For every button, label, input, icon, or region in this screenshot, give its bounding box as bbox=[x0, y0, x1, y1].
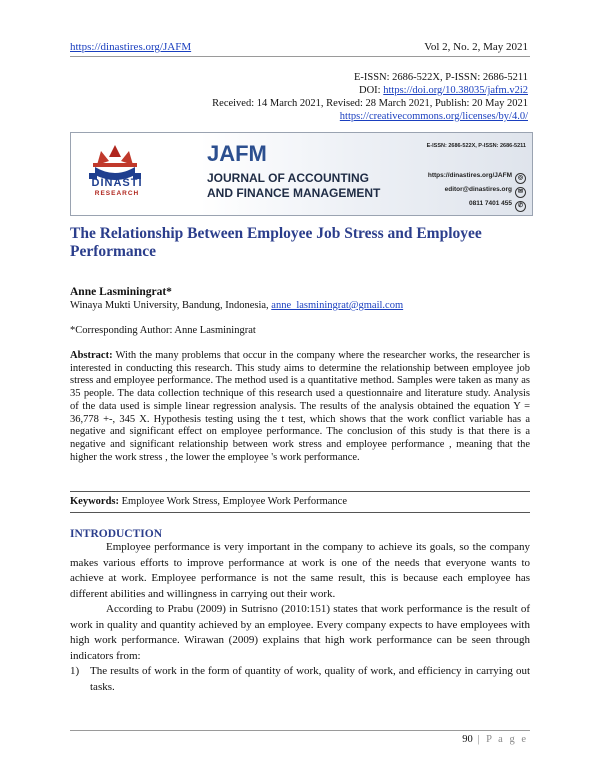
intro-paragraph-1-text: Employee performance is very important in the company to achieve its goals, so the company makes various efforts to improve performance at work is one of the needs that everyone wants to achieve at work. Employee performance is not the same result, this is because each employee has different abilities and willingness in carrying out their work. bbox=[70, 541, 530, 600]
page-footer bbox=[462, 734, 528, 745]
paper-title: The Relationship Between Employee Job Stress and Employee Performance bbox=[70, 225, 482, 260]
author-name: Anne Lasminingrat* bbox=[70, 286, 172, 298]
affiliation-text: Winaya Mukti University, Bandung, Indonesia, bbox=[70, 300, 272, 311]
license-link[interactable]: https://creativecommons.org/licenses/by/4.0/ bbox=[339, 111, 528, 122]
logo-subtext: RESEARCH bbox=[94, 190, 140, 197]
intro-paragraph-2-text: According to Prabu (2009) in Sutrisno (2010:151) states that work performance is the result of work in quality and quantity achieved by an employee. Every company expects to have employees with high work performance. Wirawan (2009) explains that high work performance can be seen through indicators from: bbox=[70, 603, 530, 662]
contact-web-text: https://dinastires.org/JAFM bbox=[427, 172, 512, 179]
journal-name-line2: AND FINANCE MANAGEMENT bbox=[207, 186, 381, 200]
banner-issn: E-ISSN: 2686-522X, P-ISSN: 2686-5211 bbox=[426, 143, 526, 149]
corresponding-author: *Corresponding Author: Anne Lasminingrat bbox=[70, 325, 256, 336]
footer-divider bbox=[70, 730, 530, 731]
doi-label: DOI: bbox=[359, 85, 384, 96]
globe-icon: ◎ bbox=[515, 173, 526, 184]
keywords bbox=[70, 496, 347, 507]
contact-email bbox=[428, 184, 526, 198]
journal-url-link[interactable]: https://dinastires.org/JAFM bbox=[70, 41, 192, 53]
whatsapp-icon: ✆ bbox=[515, 201, 526, 212]
logo-text: DINASTI bbox=[91, 177, 143, 189]
abstract-text: With the many problems that occur in the company where the researcher works, the researcher is interested in conducting this research. This study aims to determine the relationship between employee job stress and employee performance. The method used is a quantitative method. Samples were taken as many as 35 people. The data collection technique of this research used a questionnaire and literature study. Analysis of the data used is simple linear regression analysis. The results of the analysis obtained the equation Y = 36,778 +-, 345 X. Hypothesis testing using the t test, which shows that the work conflict variable has a negative and significant effect on employee performance. The conclusion of this study is that there is a negative and significant relationship between work stress and employee performance , meaning that the higher the work stress , the lower the employee 's work performance. bbox=[70, 350, 530, 463]
contact-email-text: editor@dinastires.org bbox=[444, 186, 512, 193]
list-item-number: 1) bbox=[70, 665, 80, 677]
contact-web bbox=[428, 170, 526, 184]
journal-banner bbox=[70, 132, 533, 216]
volume-info: Vol 2, No. 2, May 2021 bbox=[424, 41, 528, 53]
contact-phone bbox=[428, 198, 526, 212]
envelope-icon: ✉ bbox=[515, 187, 526, 198]
banner-journal-name bbox=[207, 171, 437, 201]
abstract-label: Abstract: bbox=[70, 350, 113, 361]
header-divider bbox=[70, 56, 530, 57]
abstract bbox=[70, 350, 530, 464]
page-number: 90 bbox=[462, 734, 473, 745]
intro-paragraph-1 bbox=[70, 540, 530, 602]
banner-jafm-title: JAFM bbox=[207, 141, 267, 166]
contact-phone-text: 0811 7401 455 bbox=[468, 200, 512, 207]
banner-contact bbox=[428, 170, 526, 212]
list-item-text: The results of work in the form of quantity of work, quality of work, and efficiency in carrying out tasks. bbox=[90, 665, 530, 693]
journal-name-line1: JOURNAL OF ACCOUNTING bbox=[207, 171, 369, 185]
dates-line: Received: 14 March 2021, Revised: 28 March 2021, Publish: 20 May 2021 bbox=[212, 98, 528, 109]
issn-line: E-ISSN: 2686-522X, P-ISSN: 2686-5211 bbox=[353, 72, 528, 83]
keywords-bottom-rule bbox=[70, 512, 530, 513]
keywords-text: Employee Work Stress, Employee Work Performance bbox=[119, 496, 347, 507]
dinasti-logo-icon bbox=[79, 139, 151, 209]
doi-line bbox=[212, 84, 528, 97]
section-heading-introduction: INTRODUCTION bbox=[70, 528, 163, 540]
article-meta bbox=[212, 71, 528, 123]
doi-link[interactable]: https://doi.org/10.38035/jafm.v2i2 bbox=[383, 85, 528, 96]
page-label: | P a g e bbox=[472, 734, 528, 745]
author-email-link[interactable]: anne_lasminingrat@gmail.com bbox=[271, 300, 404, 311]
keywords-top-rule bbox=[70, 491, 530, 492]
author-affiliation bbox=[70, 300, 403, 311]
intro-paragraph-2 bbox=[70, 602, 530, 664]
keywords-label: Keywords: bbox=[70, 496, 119, 507]
